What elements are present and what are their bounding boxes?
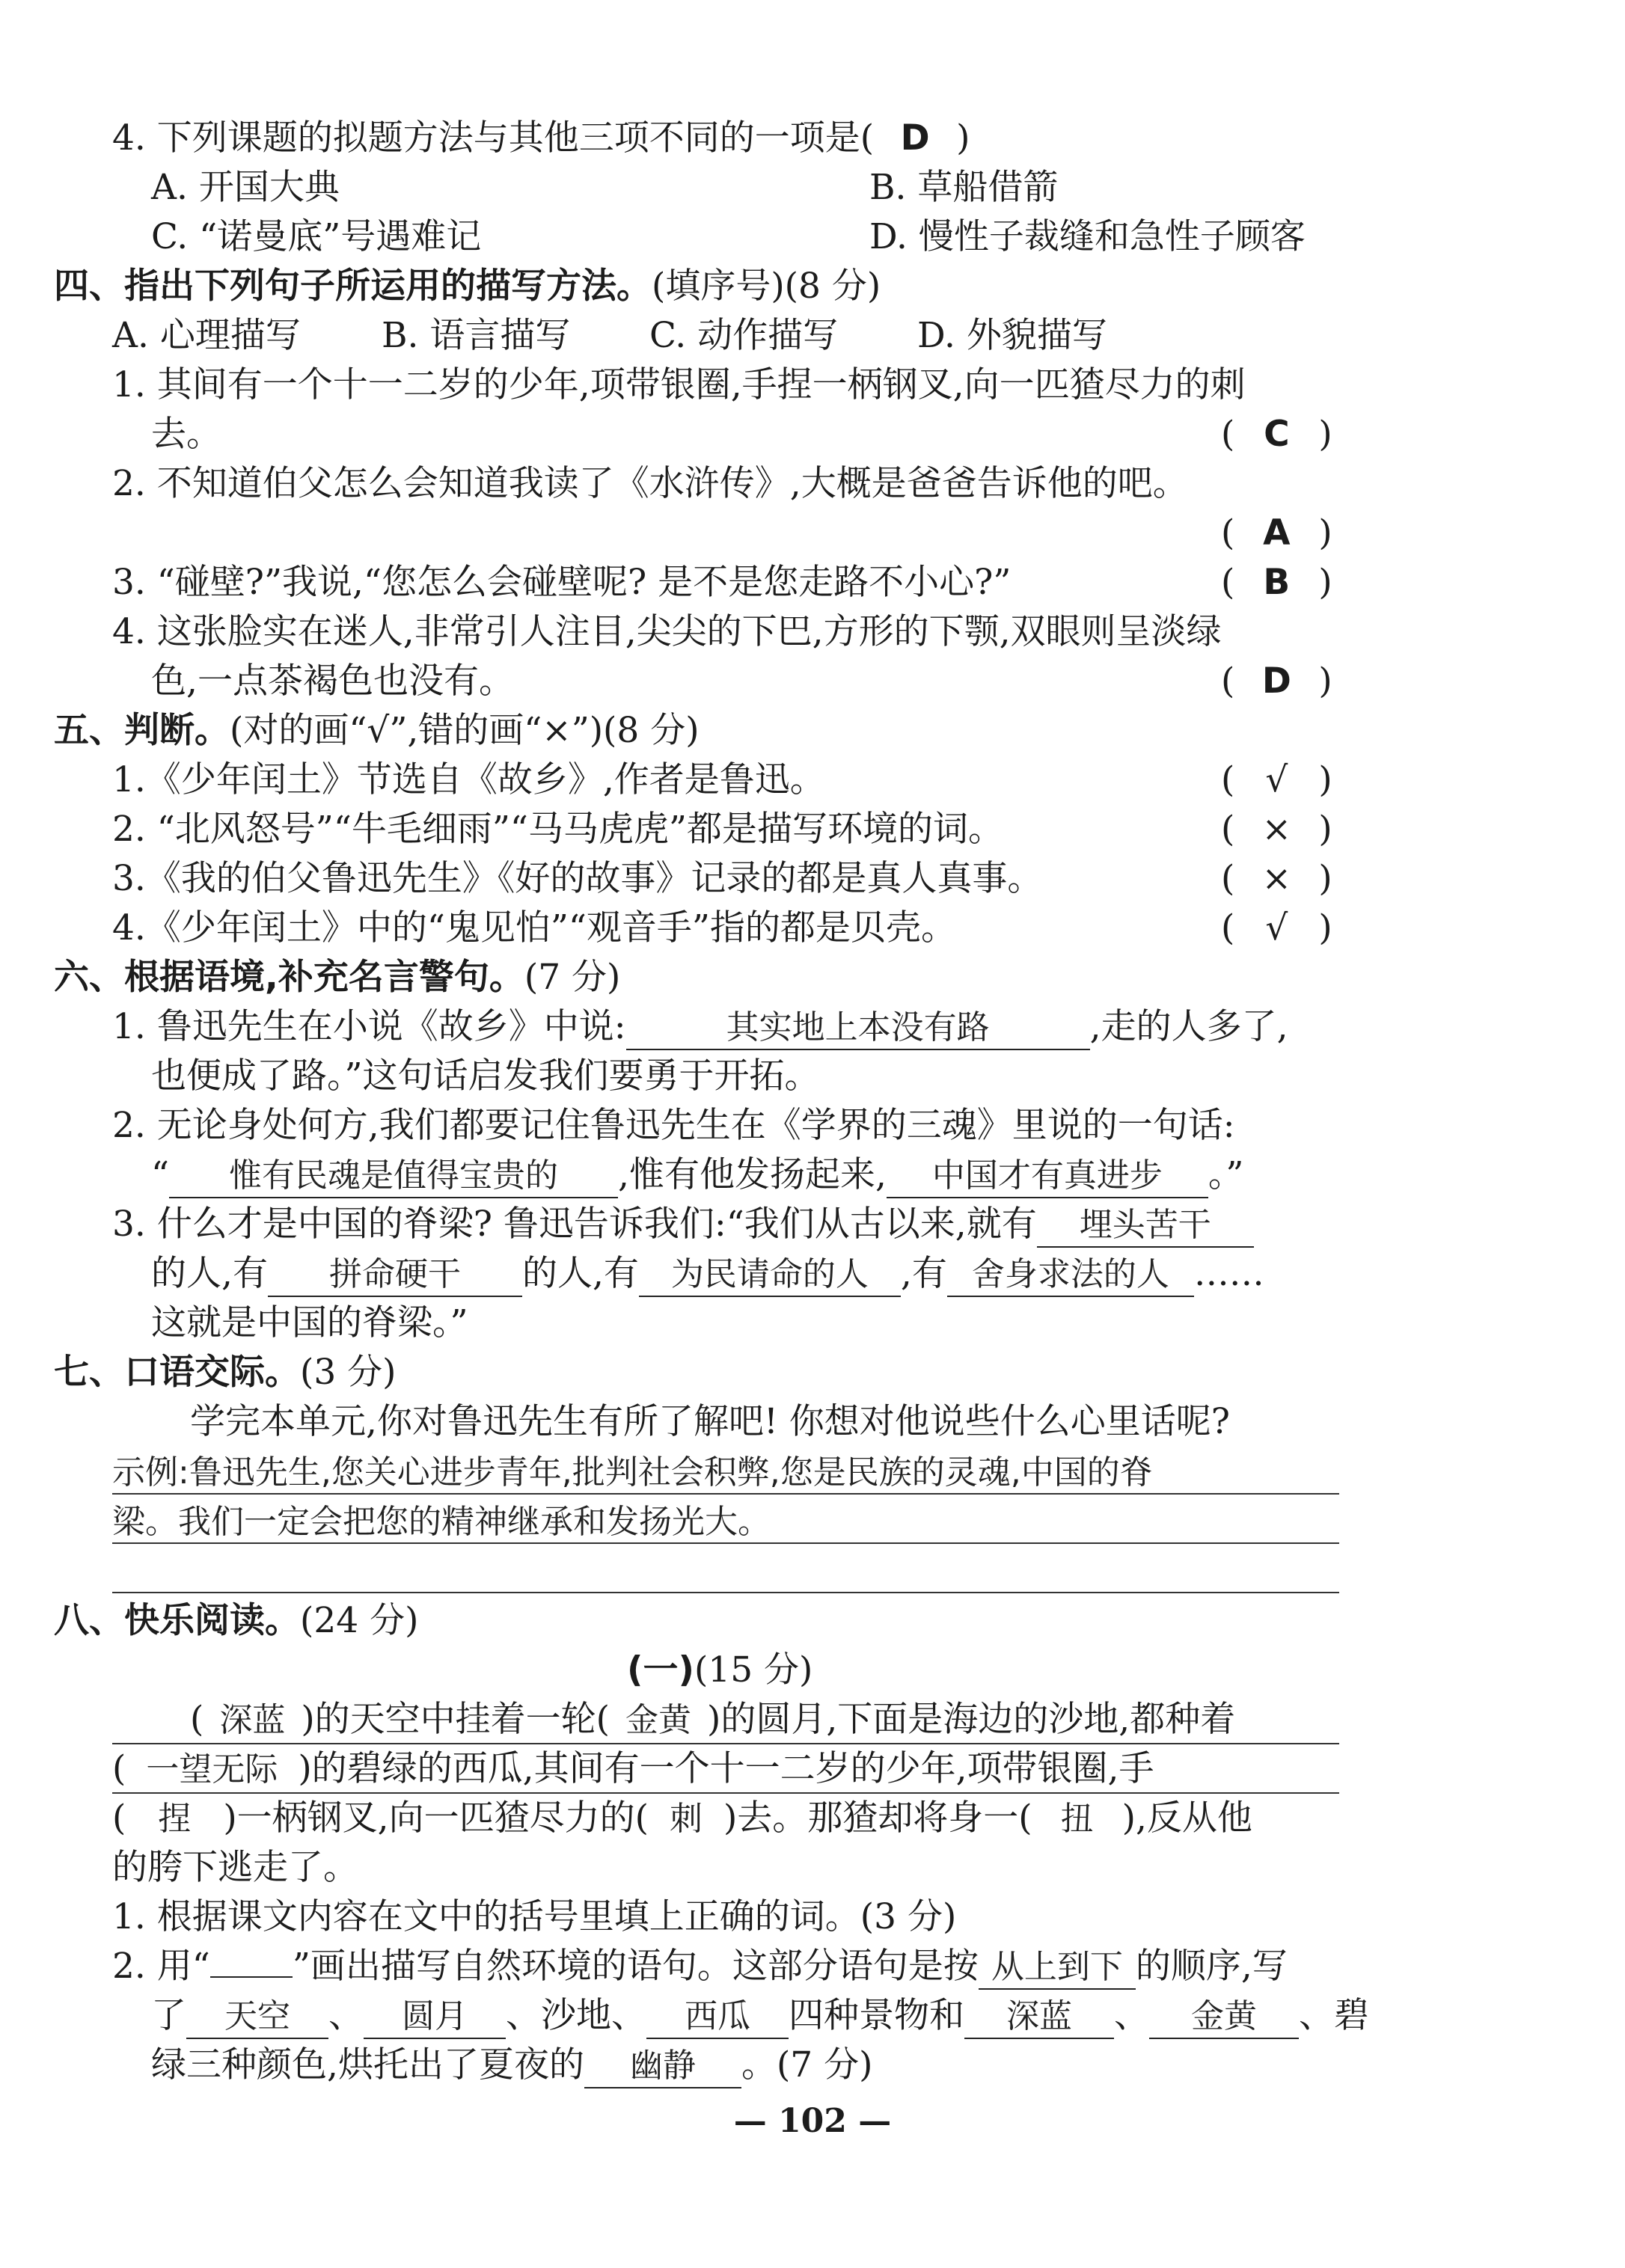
s8-passage-line2: ( 一望无际 )的碧绿的西瓜,其间有一个十一二岁的少年,项带银圈,手 [112,1744,1154,1795]
section-7-heading: 七、口语交际。(3 分) [54,1352,397,1393]
s8-word-5: 刺 [669,1800,703,1838]
section-6-heading: 六、根据语境,补充名言警句。(7 分) [54,957,621,998]
s4-item-1-line1: 1. 其间有一个十一二岁的少年,项带银圈,手捏一柄钢叉,向一匹猹尽力的刺 [112,364,1246,405]
s5-item-4: 4.《少年闰土》中的“鬼见怕”“观音手”指的都是贝壳。 [112,907,956,948]
s6-q3-line3: 这就是中国的脊梁。” [151,1302,468,1343]
s6-q2-line2: “ 惟有民魂是值得宝贵的 ,惟有他发扬起来, 中国才有真进步 。” [151,1150,1243,1200]
s4-option-a: A. 心理描写 [112,315,301,356]
page-number: — 102 — [733,2102,892,2140]
s7-prompt: 学完本单元,你对鲁迅先生有所了解吧! 你想对他说些什么心里话呢? [190,1401,1230,1442]
s4-item-2: 2. 不知道伯父怎么会知道我读了《水浒传》,大概是爸爸告诉他的吧。 [112,463,1188,504]
s8-subheading: (一)(15 分) [627,1649,813,1691]
s4-option-c: C. 动作描写 [649,315,839,356]
s8-q2-order: 从上到下 [979,1946,1136,1990]
s8-word-1: 深蓝 [219,1701,286,1739]
s4-item-3: 3. “碰壁?”我说,“您怎么会碰壁呢? 是不是您走路不小心?” [112,562,1012,603]
s6-q3-answer-3: 为民请命的人 [639,1254,901,1297]
s4-item-2-answer: ( A ) [1221,512,1332,554]
s8-answer-quiet: 幽静 [584,2045,741,2088]
s6-q2-line1: 2. 无论身处何方,我们都要记住鲁迅先生在《学界的三魂》里说的一句话: [112,1105,1235,1146]
s8-q2-line2: 了 天空 、 圆月 、沙地、 西瓜 四种景物和 深蓝 、 金黄 、碧 [151,1991,1369,2041]
s8-word-3: 一望无际 [146,1750,278,1789]
s8-q1: 1. 根据课文内容在文中的括号里填上正确的词。(3 分) [112,1896,957,1937]
s8-passage-line4: 的胯下逃走了。 [112,1847,358,1888]
section-4-heading: 四、指出下列句子所运用的描写方法。(填序号)(8 分) [54,266,881,307]
s6-q2-answer-1: 惟有民魂是值得宝贵的 [169,1155,618,1198]
s6-q1-answer: 其实地上本没有路 [626,1007,1090,1050]
s5-item-2: 2. “北风怒号”“牛毛细雨”“马马虎虎”都是描写环境的词。 [112,809,1003,850]
section-8-heading: 八、快乐阅读。(24 分) [54,1600,419,1641]
s6-q3-answer-1: 埋头苦干 [1037,1204,1254,1248]
s4-option-d: D. 外貌描写 [917,315,1107,356]
s8-answer-melon: 西瓜 [646,1996,789,2039]
s6-q3-answer-4: 舍身求法的人 [947,1254,1194,1297]
s6-q3-line2: 的人,有 拼命硬干 的人,有 为民请命的人 ,有 舍身求法的人 …… [151,1249,1264,1299]
s8-answer-moon: 圆月 [364,1996,506,2039]
s6-q1-line1: 1. 鲁迅先生在小说《故乡》中说: 其实地上本没有路 ,走的人多了, [112,1002,1288,1052]
s7-rule-2 [112,1542,1339,1544]
s8-passage-line3: ( 捏 )一柄钢叉,向一匹猹尽力的( 刺 )去。那猹却将身一( 扭 ),反从他 [112,1794,1252,1844]
s4-option-b: B. 语言描写 [382,315,571,356]
s5-item-3-mark: ( × ) [1221,858,1332,899]
s8-word-6: 扭 [1060,1800,1094,1838]
s5-item-1: 1.《少年闰土》节选自《故乡》,作者是鲁迅。 [112,759,825,800]
s5-item-1-mark: ( √ ) [1221,759,1332,800]
section-5-heading: 五、判断。(对的画“√”,错的画“×”)(8 分) [54,710,700,751]
s4-item-1-line2: 去。 [151,414,221,455]
s7-rule-3 [112,1592,1339,1593]
s4-item-4-line1: 4. 这张脸实在迷人,非常引人注目,尖尖的下巴,方形的下颚,双眼则呈淡绿 [112,611,1222,652]
s7-rule-1 [112,1493,1339,1495]
s8-passage-line1: ( 深蓝 )的天空中挂着一轮( 金黄 )的圆月,下面是海边的沙地,都种着 [190,1695,1235,1745]
s6-q2-answer-2: 中国才有真进步 [887,1155,1208,1198]
s5-item-2-mark: ( × ) [1221,809,1332,850]
s6-q1-line2: 也便成了路。”这句话启发我们要勇于开拓。 [151,1055,820,1097]
q4-option-a: A. 开国大典 [151,167,340,208]
s8-word-4: 捏 [158,1800,192,1838]
s6-q3-line1: 3. 什么才是中国的脊梁? 鲁迅告诉我们:“我们从古以来,就有 埋头苦干 [112,1200,1254,1249]
s8-q2-line3: 绿三种颜色,烘托出了夏夜的 幽静 。(7 分) [151,2041,872,2090]
q4-option-b: B. 草船借箭 [869,167,1059,208]
s4-item-3-answer: ( B ) [1221,562,1332,603]
s8-q2-line-sample [210,1946,293,1978]
s4-item-4-line2: 色,一点茶褐色也没有。 [151,661,514,702]
s7-answer-line2: 梁。我们一定会把您的精神继承和发扬光大。 [112,1503,771,1541]
s6-q3-answer-2: 拼命硬干 [268,1254,522,1297]
s5-item-4-mark: ( √ ) [1221,907,1332,948]
s8-word-2: 金黄 [625,1701,692,1739]
q4-option-d: D. 慢性子裁缝和急性子顾客 [869,216,1306,257]
s8-q2-line1: 2. 用“ ”画出描写自然环境的语句。这部分语句是按 从上到下 的顺序,写 [112,1942,1288,1991]
s8-answer-sky: 天空 [186,1996,328,2039]
q4-stem: 4. 下列课题的拟题方法与其他三项不同的一项是( D ) [112,114,970,163]
s8-answer-gold: 金黄 [1149,1996,1299,2039]
q4-answer: D [900,117,930,159]
s8-answer-blue: 深蓝 [964,1996,1114,2039]
s7-answer-line1: 示例:鲁迅先生,您关心进步青年,批判社会积弊,您是民族的灵魂,中国的脊 [112,1453,1153,1492]
s5-item-3: 3.《我的伯父鲁迅先生》《好的故事》记录的都是真人真事。 [112,858,1043,899]
s4-item-1-answer: ( C ) [1221,414,1332,455]
q4-option-c: C. “诺曼底”号遇难记 [151,216,482,257]
s4-item-4-answer: ( D ) [1221,661,1332,702]
